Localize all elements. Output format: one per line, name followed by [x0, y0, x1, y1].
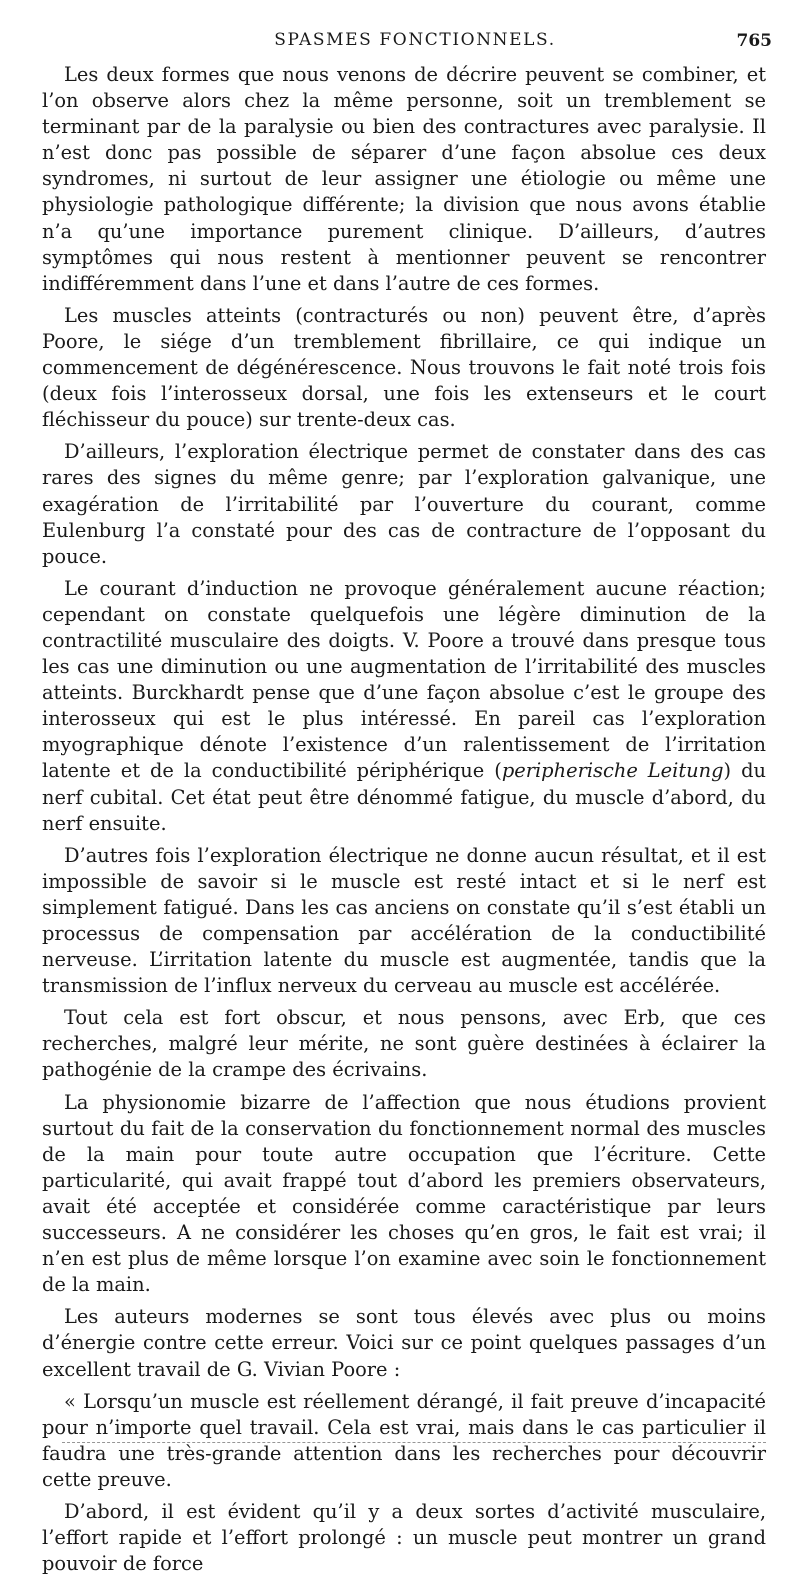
paragraph-induction-tail: ) du nerf cubital. Cet état peut être dénommé fatigue, du muscle d’abord, du nerf ensuite. [42, 759, 766, 835]
page-number: 765 [736, 31, 772, 51]
running-title: SPASMES FONCTIONNELS. [274, 30, 556, 50]
paragraph-combined-forms: Les deux formes que nous venons de décrire peuvent se combiner, et l’on observe alors chez la même personne, soit un tremblement se terminant par de la paralysie ou bien des contractures avec paralysie. Il n’est donc pas possible de séparer d’une façon absolue ces deux syndromes, ni surtout de leur assigner une étiologie ou même une physiologie pathologique différente; la division que nous avons établie n’a qu’une importance purement clinique. D’ailleurs, d’autres symptômes qui nous restent à mentionner peuvent se rencontrer indifféremment dans l’une et dans l’autre de ces formes. [42, 63, 766, 295]
paragraph-muscular-activity: D’abord, il est évident qu’il y a deux sortes d’activité musculaire, l’effort rapide et l’effort prolongé : un muscle peut montrer un grand pouvoir de force [42, 1499, 766, 1576]
paragraph-no-result: D’autres fois l’exploration électrique ne donne aucun résultat, et il est impossible de savoir si le muscle est resté intact et si le nerf est simplement fatigué. Dans les cas anciens on constate qu’il s’est établi un processus de compensation par accélération de la conductibilité nerveuse. L’irritation latente du muscle est augmentée, tandis que la transmission de l’influx nerveux du cerveau au muscle est accélérée. [42, 843, 766, 998]
paragraph-obscure: Tout cela est fort obscur, et nous pensons, avec Erb, que ces recherches, malgré leur mérite, ne sont guère destinées à éclairer la pathogénie de la crampe des écrivains. [42, 1006, 766, 1082]
paragraph-modern-authors: Les auteurs modernes se sont tous élevés avec plus ou moins d’énergie contre cette erreur. Voici sur ce point quelques passages d’un excellent travail de G. Vivian Poore : [42, 1305, 766, 1381]
page-header [58, 30, 772, 56]
paragraph-electrical-exploration: D’ailleurs, l’exploration électrique permet de constater dans des cas rares des signes du même genre; par l’exploration galvanique, une exagération de l’irritabilité par l’ouverture du courant, comme Eulenburg l’a constaté pour des cas de contracture de l’opposant du pouce. [42, 440, 766, 568]
paragraph-induction-text: Le courant d’induction ne provoque généralement aucune réaction; cependant on constate quelquefois une légère diminution de la contractilité musculaire des doigts. V. Poore a trouvé dans presque tous les cas une diminution ou une augmentation de l’irritabilité des muscles atteints. Burckhardt pense que d’une façon absolue c’est le groupe des interosseux qui est le plus intéressé. En pareil cas l’exploration myographique dénote l’existence d’un ralentissement de l’irritation latente et de la conductibilité périphérique ( [42, 576, 766, 783]
paragraph-induction-current [42, 576, 766, 837]
paragraph-physiognomy: La physionomie bizarre de l’affection que nous étudions provient surtout du fait de la conservation du fonctionnement normal des muscles de la main pour toute autre occupation que l’écriture. Cette particularité, qui avait frappé tout d’abord les premiers observateurs, avait été acceptée et considérée comme caractéristique par leurs successeurs. A ne considérer les choses qu’en gros, le fait est vrai; il n’en est plus de même lorsque l’on examine avec soin le fonctionnement de la main. [42, 1090, 766, 1297]
paragraph-quotation: « Lorsqu’un muscle est réellement dérangé, il fait preuve d’incapacité pour n’importe quel travail. Cela est vrai, mais dans le cas particulier il faudra une très-grande attention dans les recherches pour découvrir cette preuve. [42, 1389, 766, 1491]
body-text [42, 62, 766, 1583]
italic-term: peripherische Leitung [501, 759, 724, 783]
footer-dotted-rule [62, 1442, 766, 1443]
paragraph-fibrillary-tremor: Les muscles atteints (contracturés ou non) peuvent être, d’après Poore, le siége d’un tremblement fibrillaire, ce qui indique un commencement de dégénérescence. Nous trouvons le fait noté trois fois (deux fois l’interosseux dorsal, une fois les extenseurs et le court fléchisseur du pouce) sur trente-deux cas. [42, 303, 766, 432]
